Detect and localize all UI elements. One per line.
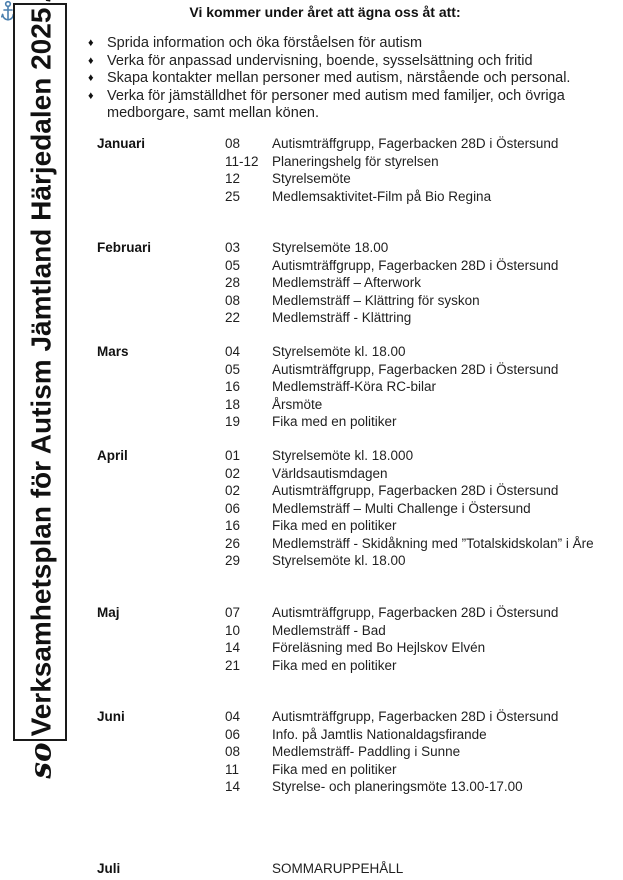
event-row xyxy=(225,639,613,657)
month-label: Mars xyxy=(97,344,129,359)
summer-break-note: SOMMARUPPEHÅLL xyxy=(272,861,404,876)
month-section-februari xyxy=(97,239,613,327)
event-row xyxy=(225,447,613,465)
event-description: Styrelsemöte xyxy=(272,171,351,186)
month-label: Januari xyxy=(97,136,146,151)
list-item xyxy=(88,35,596,53)
event-date: 12 xyxy=(225,171,241,186)
event-description: Info. på Jamtlis Nationaldagsfirande xyxy=(272,726,487,742)
list-item xyxy=(88,70,596,88)
event-date: 02 xyxy=(225,465,241,481)
event-row xyxy=(225,309,613,327)
event-row xyxy=(225,378,613,396)
page-heading: Vi kommer under året att ägna oss åt att: xyxy=(189,4,461,20)
event-description: Autismträffgrupp, Fagerbacken 28D i Östersund xyxy=(272,136,559,151)
event-date: 14 xyxy=(225,640,241,655)
event-row xyxy=(225,239,613,257)
month-section-januari xyxy=(97,135,613,205)
event-date: 06 xyxy=(225,500,241,516)
event-description: Styrelsemöte 18.00 xyxy=(272,240,389,255)
event-description: Världsautismdagen xyxy=(272,465,388,481)
event-row xyxy=(225,153,613,171)
event-date: 25 xyxy=(225,188,241,204)
event-date: 04 xyxy=(225,709,241,724)
event-description: Fika med en politiker xyxy=(272,518,397,533)
event-row xyxy=(225,535,613,553)
event-date: 18 xyxy=(225,396,241,412)
list-item xyxy=(88,88,596,123)
goal-text: Verka för anpassad undervisning, boende, sysselsättning och fritid xyxy=(107,52,533,69)
month-label: Maj xyxy=(97,605,120,620)
event-description: Styrelsemöte kl. 18.00 xyxy=(272,553,406,568)
event-description: Medlemsträff - Skidåkning med ”Totalskidskolan” i Åre xyxy=(272,535,594,551)
event-date: 10 xyxy=(225,622,241,638)
event-description: Medlemsträff - Klättring xyxy=(272,310,412,325)
scroll-ornament-icon: so xyxy=(22,742,58,779)
event-row xyxy=(225,170,613,188)
vertical-title xyxy=(23,0,58,785)
event-date: 04 xyxy=(225,344,241,359)
event-description: Medlemsaktivitet-Film på Bio Regina xyxy=(272,188,492,204)
event-row xyxy=(225,500,613,518)
sidebar-title-text: Verksamhetsplan för Autism Jämtland Härjedalen 2025 xyxy=(25,7,57,737)
event-row xyxy=(225,743,613,761)
month-section-maj xyxy=(97,604,613,674)
event-row xyxy=(225,552,613,570)
events-column xyxy=(225,708,613,796)
goal-text: Skapa kontakter mellan personer med autism, närstående och personal. xyxy=(107,70,571,87)
event-row xyxy=(225,726,613,744)
event-date: 03 xyxy=(225,240,241,255)
events-column xyxy=(225,239,613,327)
event-row xyxy=(225,622,613,640)
event-date: 08 xyxy=(225,136,241,151)
event-description: Fika med en politiker xyxy=(272,414,397,429)
month-label: Februari xyxy=(97,240,152,255)
event-date: 06 xyxy=(225,726,241,742)
event-date: 19 xyxy=(225,414,241,429)
scroll-ornament-icon xyxy=(23,0,58,8)
event-date: 05 xyxy=(225,361,241,377)
event-date: 29 xyxy=(225,553,241,568)
event-row xyxy=(225,413,613,431)
event-description: Styrelsemöte kl. 18.000 xyxy=(272,448,414,463)
event-date: 16 xyxy=(225,379,241,394)
events-column xyxy=(225,447,613,570)
event-date: 08 xyxy=(225,744,241,759)
event-description: Föreläsning med Bo Hejlskov Elvén xyxy=(272,640,486,655)
event-row xyxy=(225,343,613,361)
event-date: 26 xyxy=(225,535,241,551)
event-description: Medlemsträff - Bad xyxy=(272,622,386,638)
event-date: 08 xyxy=(225,292,241,308)
event-date: 14 xyxy=(225,779,241,794)
event-row xyxy=(225,708,613,726)
event-description: Planeringshelg för styrelsen xyxy=(272,153,439,169)
event-row xyxy=(225,761,613,779)
event-row xyxy=(225,482,613,500)
month-section-juni xyxy=(97,708,613,796)
event-description: Medlemsträff- Paddling i Sunne xyxy=(272,744,461,759)
list-item xyxy=(88,53,596,71)
goal-text: Sprida information och öka förståelsen för autism xyxy=(107,35,423,51)
event-date: 05 xyxy=(225,257,241,273)
event-date: 02 xyxy=(225,483,241,498)
month-label: April xyxy=(97,448,128,463)
event-row xyxy=(225,604,613,622)
event-description: Styrelsemöte kl. 18.00 xyxy=(272,344,406,359)
event-row xyxy=(225,361,613,379)
event-date: 22 xyxy=(225,310,241,325)
event-description: Årsmöte xyxy=(272,396,323,412)
diamond-bullet-icon: ♦ xyxy=(88,54,94,67)
event-description: Medlemsträff-Köra RC-bilar xyxy=(272,379,437,394)
event-row xyxy=(225,465,613,483)
event-date: 01 xyxy=(225,448,241,463)
diamond-bullet-icon: ♦ xyxy=(88,37,94,49)
diamond-bullet-icon: ♦ xyxy=(88,89,94,102)
event-description: Medlemsträff – Afterwork xyxy=(272,275,422,290)
event-description: Styrelse- och planeringsmöte 13.00-17.00 xyxy=(272,779,523,794)
event-row xyxy=(225,396,613,414)
event-description: Autismträffgrupp, Fagerbacken 28D i Östersund xyxy=(272,709,559,724)
month-label: Juli xyxy=(97,861,121,876)
event-row xyxy=(225,135,613,153)
event-row xyxy=(225,778,613,796)
event-description: Medlemsträff – Multi Challenge i Östersund xyxy=(272,500,531,516)
event-row xyxy=(225,188,613,206)
event-description: Medlemsträff – Klättring för syskon xyxy=(272,292,480,308)
event-date: 16 xyxy=(225,518,241,533)
events-column xyxy=(225,135,613,205)
goals-list xyxy=(88,35,596,123)
event-date: 21 xyxy=(225,657,241,673)
event-description: Autismträffgrupp, Fagerbacken 28D i Östersund xyxy=(272,257,559,273)
event-row xyxy=(225,292,613,310)
event-date: 07 xyxy=(225,605,241,620)
vertical-title-box xyxy=(13,3,67,779)
month-section-april xyxy=(97,447,613,570)
event-description: Autismträffgrupp, Fagerbacken 28D i Östersund xyxy=(272,483,559,498)
event-description: Autismträffgrupp, Fagerbacken 28D i Östersund xyxy=(272,605,559,620)
event-row xyxy=(225,517,613,535)
month-section-mars xyxy=(97,343,613,431)
event-date: 11-12 xyxy=(225,153,259,169)
events-column xyxy=(225,604,613,674)
diamond-bullet-icon: ♦ xyxy=(88,72,94,85)
goal-text: Verka för jämställdhet för personer med autism med familjer, och övriga medborgare, samt mellan könen. xyxy=(107,87,565,122)
event-row xyxy=(225,274,613,292)
month-label: Juni xyxy=(97,709,125,724)
event-description: Fika med en politiker xyxy=(272,761,397,777)
event-date: 28 xyxy=(225,275,241,290)
event-description: Fika med en politiker xyxy=(272,657,397,673)
event-description: Autismträffgrupp, Fagerbacken 28D i Östersund xyxy=(272,361,559,377)
event-date: 11 xyxy=(225,761,240,777)
event-row xyxy=(225,657,613,675)
event-row xyxy=(225,257,613,275)
events-column xyxy=(225,343,613,431)
